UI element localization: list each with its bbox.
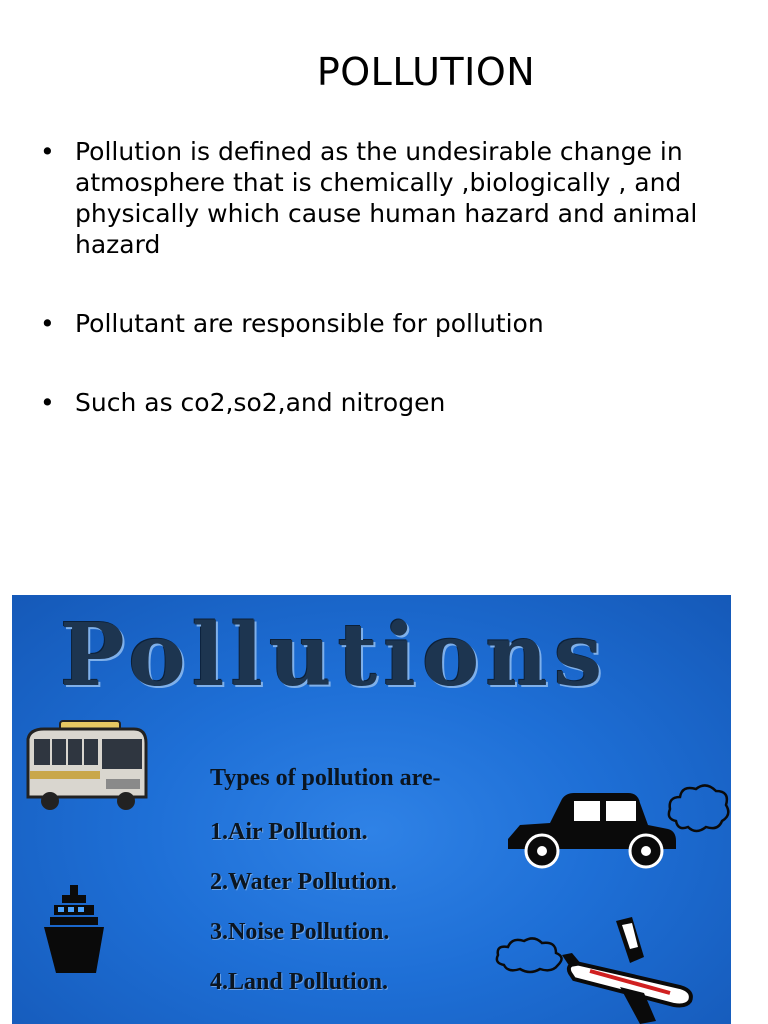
types-intro: Types of pollution are-: [210, 765, 441, 791]
airplane-icon: [560, 917, 700, 1024]
list-item: 1.Air Pollution.: [210, 819, 368, 845]
bullet-item: • Pollutant are responsible for pollution: [40, 308, 740, 339]
bullet-list: [40, 136, 740, 466]
pollution-image-panel: [12, 595, 731, 1024]
bus-icon: [22, 717, 152, 815]
bullet-item: • Pollution is defined as the undesirable change in atmosphere that is chemically ,biologically , and physically which cause human hazard and animal hazard: [40, 136, 740, 260]
panel-heading: Pollutions: [60, 605, 609, 706]
slide-title: POLLUTION: [316, 50, 536, 94]
list-item: 4.Land Pollution.: [210, 969, 389, 995]
ship-icon: [40, 885, 112, 975]
smoke-cloud-icon: [494, 935, 566, 975]
pollution-types-list: [210, 817, 397, 1017]
list-item: 3.Noise Pollution.: [210, 919, 390, 945]
list-item: 2.Water Pollution.: [210, 869, 397, 895]
bullet-item: • Such as co2,so2,and nitrogen: [40, 387, 740, 418]
smoke-cloud-icon: [666, 781, 731, 837]
car-icon: [500, 785, 680, 871]
